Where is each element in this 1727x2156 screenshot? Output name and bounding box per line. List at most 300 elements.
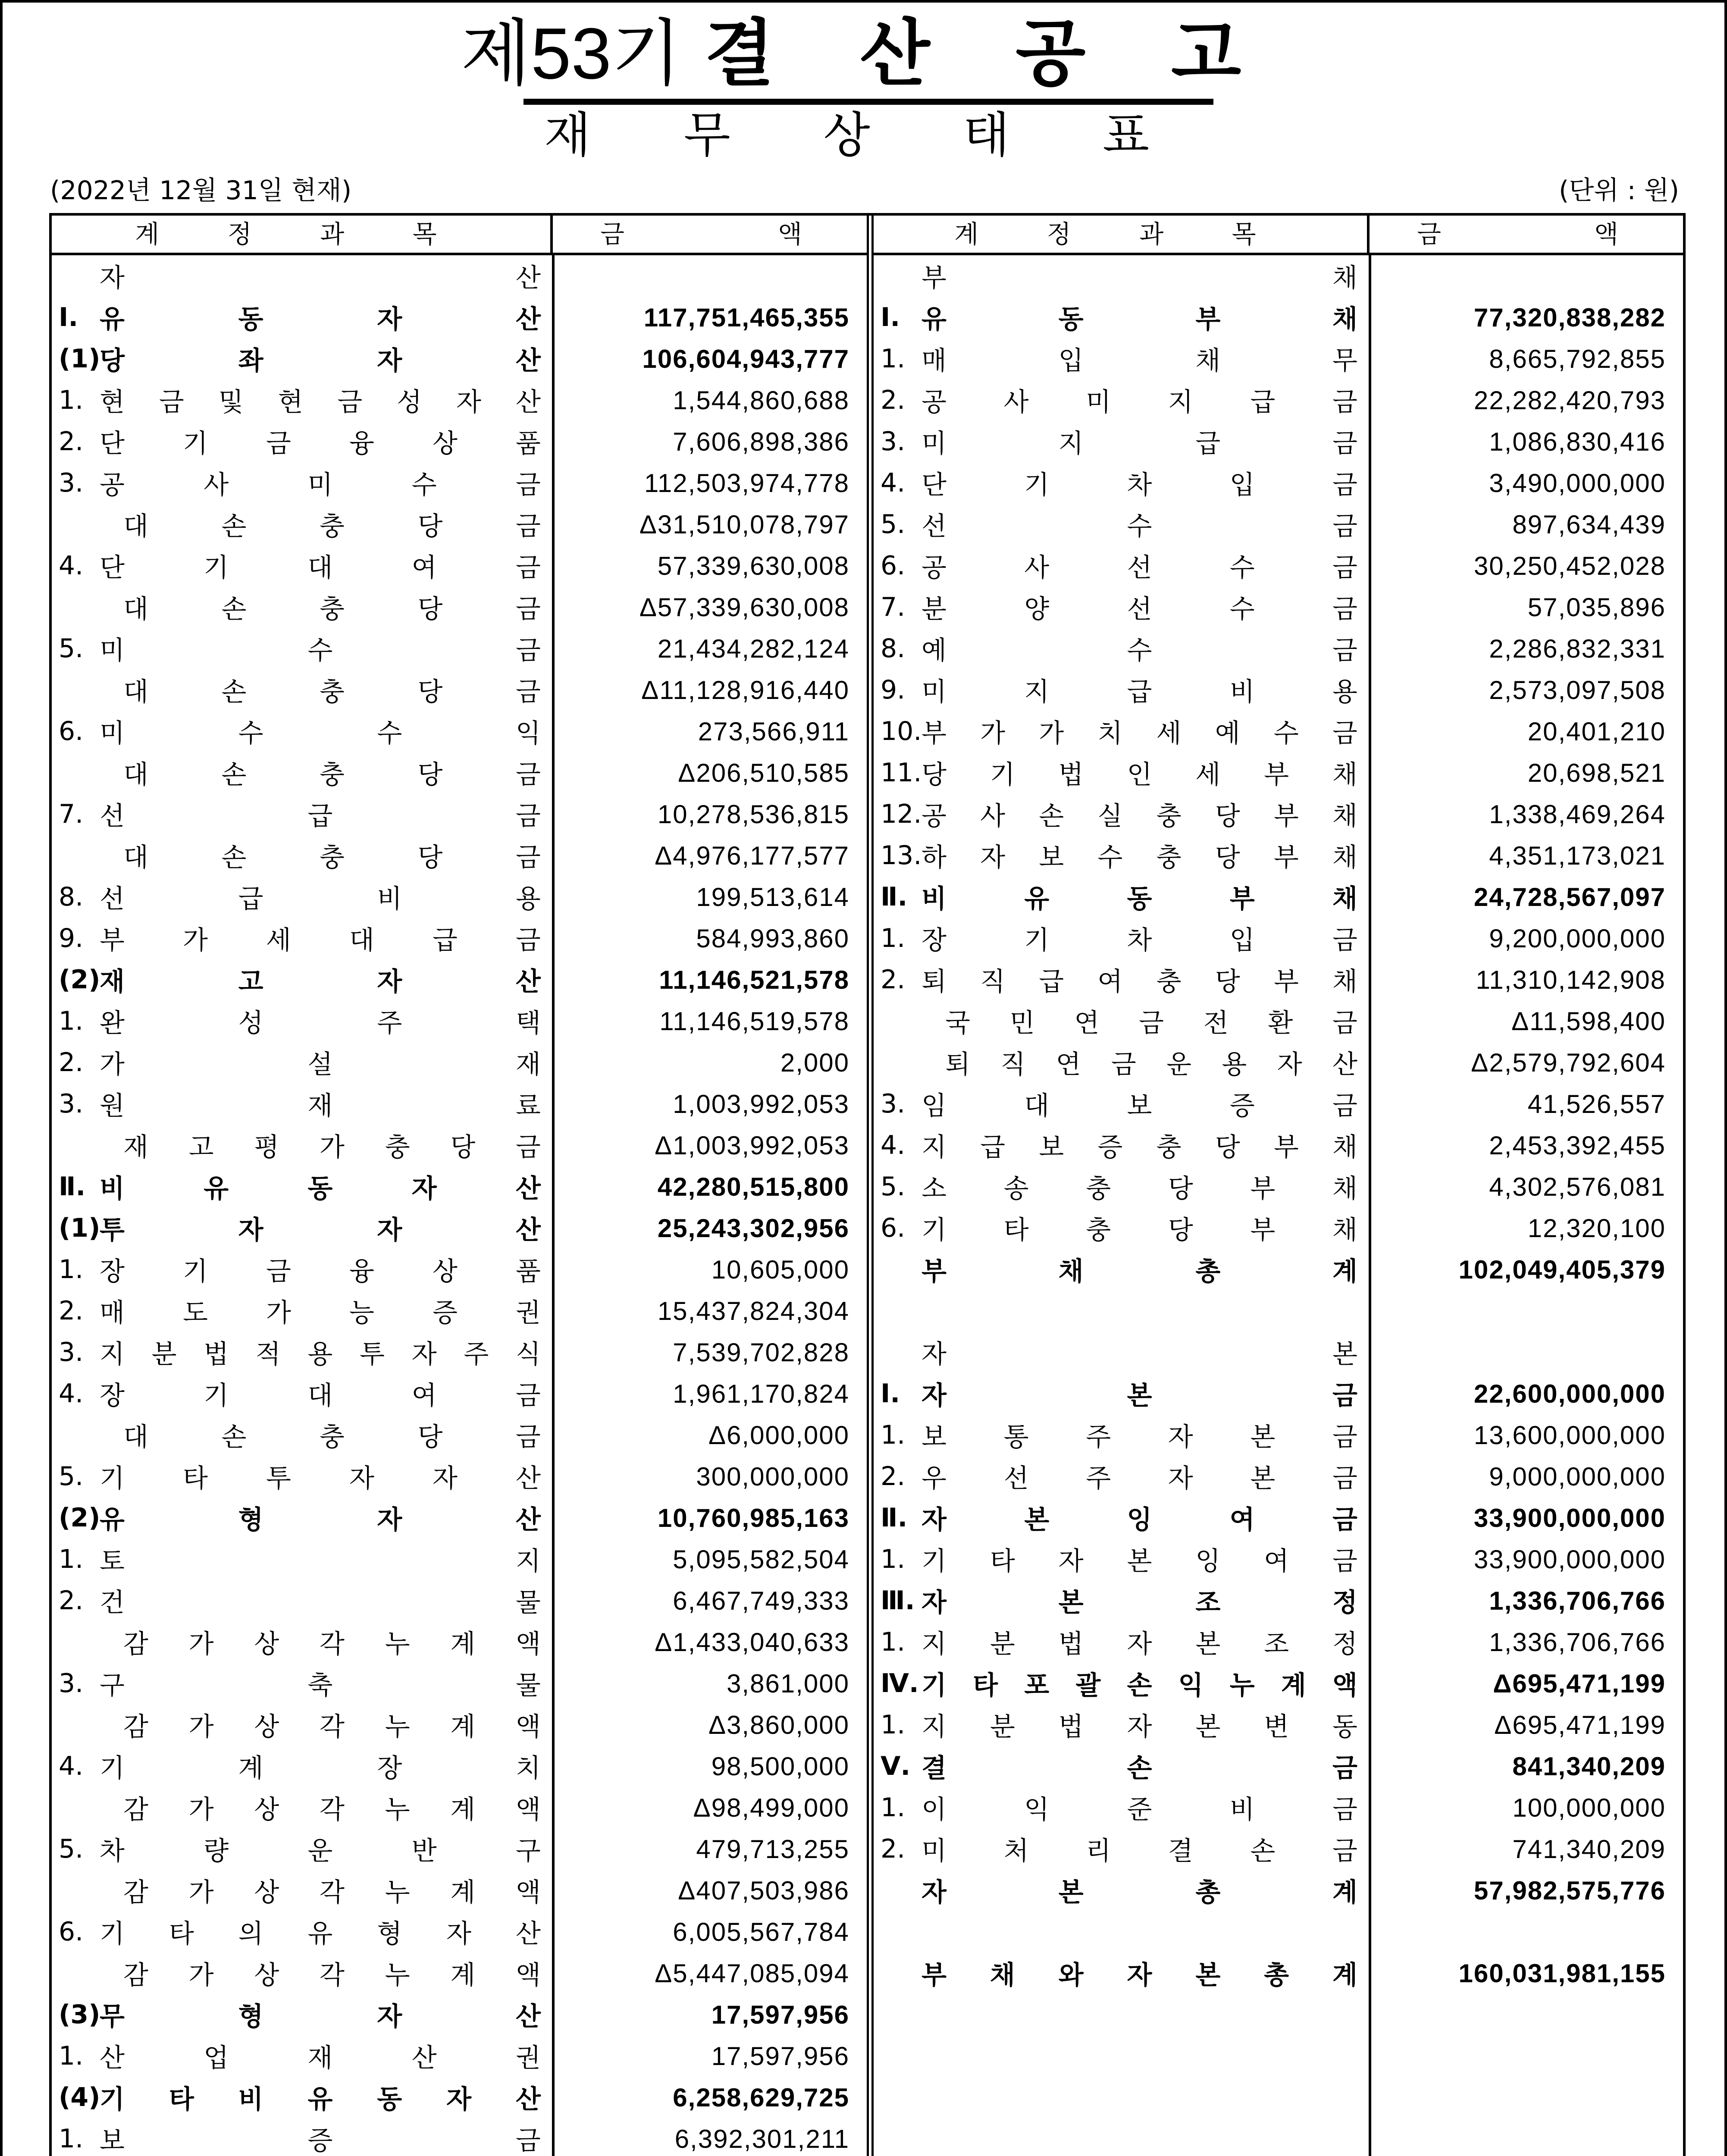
account-label: 무 형 자 산	[100, 2002, 541, 2032]
account-label: 자 산	[100, 263, 541, 293]
table-row	[874, 1332, 1683, 1373]
amount-cell: Δ695,471,199	[1494, 1710, 1666, 1739]
account-label: 장 기 차 입 금	[921, 925, 1357, 956]
account-cell	[874, 1375, 1369, 1412]
table-row	[52, 462, 867, 504]
amount-header-a: 금	[1417, 219, 1442, 249]
table-row	[52, 1249, 867, 1290]
account-cell	[52, 1044, 552, 1081]
account-cell	[52, 630, 552, 667]
amount-cell: 25,243,302,956	[657, 1213, 849, 1243]
account-cell	[874, 589, 1369, 626]
account-cell	[52, 1292, 552, 1329]
account-label: 공 사 미 지 급 금	[921, 387, 1357, 417]
account-label: 유 동 부 채	[921, 304, 1357, 335]
account-label: 대 손 충 당 금	[123, 677, 541, 707]
row-number: 4.	[881, 1130, 906, 1160]
table-row	[874, 1704, 1683, 1745]
account-cell	[874, 1168, 1369, 1205]
row-number: 2.	[59, 426, 84, 457]
row-number: 8.	[59, 882, 84, 912]
amount-cell: 4,302,576,081	[1489, 1172, 1666, 1201]
table-row	[874, 586, 1683, 628]
table-row	[52, 1911, 867, 1952]
row-number: 3.	[59, 1668, 84, 1698]
amount-cell: 11,146,521,578	[659, 965, 849, 994]
account-cell	[874, 1003, 1369, 1040]
table-row	[52, 959, 867, 1000]
table-row	[52, 1497, 867, 1539]
amount-cell: 77,320,838,282	[1473, 303, 1666, 332]
table-row	[874, 1621, 1683, 1663]
amount-cell: 98,500,000	[711, 1752, 849, 1781]
row-number: 11.	[881, 758, 922, 788]
amount-cell: 479,713,255	[696, 1834, 849, 1864]
account-cell	[52, 920, 552, 957]
row-number: 3.	[881, 1089, 906, 1119]
amount-cell: 22,600,000,000	[1473, 1379, 1666, 1408]
column-divider	[1369, 255, 1371, 2156]
account-cell	[874, 1499, 1369, 1536]
amount-cell: 841,340,209	[1512, 1752, 1666, 1781]
account-label: 감 가 상 각 누 계 액	[123, 1960, 541, 1990]
row-number: 5.	[59, 633, 84, 664]
row-number: Ⅰ.	[59, 302, 78, 332]
table-row	[874, 1911, 1683, 1952]
account-cell	[874, 1251, 1369, 1288]
account-label: 단 기 대 여 금	[100, 553, 541, 583]
amount-column-header	[1370, 216, 1683, 253]
amount-cell: 300,000,000	[696, 1462, 849, 1491]
row-number: 4.	[59, 1751, 84, 1781]
account-cell	[52, 1085, 552, 1122]
liabilities-equity-half	[867, 216, 1683, 2156]
table-row	[874, 1456, 1683, 1497]
account-label: 부 채 와 자 본 총 계	[921, 1960, 1357, 1990]
account-label: 감 가 상 각 누 계 액	[123, 1795, 541, 1825]
amount-cell: 7,606,898,386	[673, 427, 849, 456]
table-row	[52, 1663, 867, 1704]
assets-rows	[52, 255, 867, 2156]
account-cell	[52, 1168, 552, 1205]
table-row	[52, 1125, 867, 1166]
account-cell	[874, 754, 1369, 791]
table-row	[874, 504, 1683, 545]
row-number: 1.	[881, 1544, 906, 1574]
amount-cell: 8,665,792,855	[1489, 344, 1666, 373]
account-label: 당 좌 자 산	[100, 346, 541, 376]
row-number: 2.	[59, 1296, 84, 1326]
account-cell	[52, 257, 552, 295]
row-number: Ⅱ.	[881, 1503, 908, 1533]
amount-cell: 42,280,515,800	[657, 1172, 849, 1201]
account-cell	[874, 299, 1369, 336]
row-number: 9.	[881, 675, 906, 705]
table-row	[52, 504, 867, 545]
table-row	[52, 297, 867, 338]
account-cell	[874, 961, 1369, 998]
amount-cell: 584,993,860	[696, 924, 849, 953]
amount-cell: 24,728,567,097	[1473, 882, 1666, 912]
table-row	[52, 2077, 867, 2118]
amount-cell: Δ4,976,177,577	[655, 841, 849, 870]
amount-header-a: 금	[600, 219, 625, 249]
row-number: 3.	[59, 1089, 84, 1119]
amount-cell: Δ206,510,585	[678, 758, 849, 787]
title-prefix: 제53기	[461, 13, 682, 94]
liabilities-equity-rows	[874, 255, 1683, 2156]
account-cell	[874, 1044, 1369, 1081]
row-number: 1.	[881, 923, 906, 953]
table-row	[52, 421, 867, 462]
row-number: 10.	[881, 716, 922, 746]
table-row	[874, 835, 1683, 876]
row-number: 2.	[881, 1834, 906, 1864]
table-row	[874, 255, 1683, 297]
account-label: 지 급 보 증 충 당 부 채	[921, 1132, 1357, 1163]
account-label: 우 선 주 자 본 금	[921, 1463, 1357, 1494]
amount-cell: 897,634,439	[1512, 510, 1666, 539]
account-cell	[874, 1623, 1369, 1661]
row-number: Ⅰ.	[881, 302, 900, 332]
row-number: (4)	[59, 2082, 100, 2112]
amount-cell: 1,003,992,053	[673, 1089, 849, 1119]
table-row	[52, 1042, 867, 1083]
account-cell	[52, 1458, 552, 1495]
row-number: 2.	[881, 965, 906, 995]
account-label: 기 타 비 유 동 자 산	[100, 2084, 541, 2115]
row-number: 2.	[881, 1461, 906, 1492]
account-label: 대 손 충 당 금	[123, 760, 541, 790]
account-label: 감 가 상 각 누 계 액	[123, 1629, 541, 1659]
row-number: 1.	[59, 2124, 84, 2154]
row-number: 1.	[59, 1254, 84, 1285]
row-number: 7.	[59, 799, 84, 829]
account-cell	[52, 423, 552, 460]
amount-cell: 33,900,000,000	[1473, 1503, 1666, 1532]
row-number: 1.	[881, 1420, 906, 1450]
amount-cell: Δ5,447,085,094	[655, 1959, 849, 1988]
table-row	[874, 752, 1683, 793]
account-label: 보 증 금	[100, 2126, 541, 2156]
table-row	[52, 338, 867, 379]
table-row	[52, 1332, 867, 1373]
account-cell	[52, 671, 552, 708]
table-row	[874, 1207, 1683, 1249]
amount-cell: 6,392,301,211	[674, 2124, 849, 2153]
amount-header-b: 액	[777, 219, 802, 249]
amount-cell: 5,095,582,504	[673, 1545, 849, 1574]
account-cell	[874, 1334, 1369, 1371]
amount-cell: Δ57,339,630,008	[639, 592, 849, 622]
amount-cell: 106,604,943,777	[642, 344, 849, 373]
table-row	[52, 1870, 867, 1911]
account-cell	[52, 382, 552, 419]
row-number: 1.	[881, 344, 906, 374]
account-cell	[874, 1127, 1369, 1164]
table-row	[52, 793, 867, 835]
table-row	[874, 1290, 1683, 1332]
account-cell	[52, 878, 552, 915]
amount-cell: Δ6,000,000	[708, 1420, 849, 1450]
account-cell	[52, 796, 552, 833]
account-cell	[52, 1665, 552, 1702]
table-row	[874, 1663, 1683, 1704]
table-row	[874, 793, 1683, 835]
row-number: 4.	[881, 468, 906, 498]
amount-cell: 20,401,210	[1527, 717, 1666, 746]
account-cell	[52, 1872, 552, 1909]
amount-cell: 102,049,405,379	[1458, 1255, 1666, 1284]
row-number: 5.	[59, 1461, 84, 1492]
account-cell	[874, 464, 1369, 501]
account-cell	[52, 506, 552, 543]
table-row	[52, 918, 867, 959]
table-row	[52, 628, 867, 669]
account-cell	[874, 1789, 1369, 1826]
account-label: 기 타 투 자 자 산	[100, 1463, 541, 1494]
account-label: 기 타 자 본 잉 여 금	[921, 1546, 1357, 1576]
row-number: 13.	[881, 840, 922, 871]
account-label: 공 사 선 수 금	[921, 553, 1357, 583]
account-label: 대 손 충 당 금	[123, 1422, 541, 1452]
account-label: 매 도 가 능 증 권	[100, 1298, 541, 1328]
account-cell	[52, 713, 552, 750]
table-row	[874, 959, 1683, 1000]
row-number: 6.	[881, 551, 906, 581]
account-label: 공 사 미 수 금	[100, 470, 541, 500]
table-row	[52, 1083, 867, 1125]
account-label: 비 유 동 자 산	[100, 1174, 541, 1204]
account-label: 보 통 주 자 본 금	[921, 1422, 1357, 1452]
row-number: 9.	[59, 923, 84, 953]
amount-cell: 1,544,860,688	[673, 385, 849, 415]
row-number: 2.	[881, 385, 906, 415]
amount-cell: 1,336,706,766	[1489, 1627, 1666, 1657]
amount-cell: 33,900,000,000	[1473, 1545, 1666, 1574]
amount-cell: 30,250,452,028	[1473, 551, 1666, 580]
account-label: 투 자 자 산	[100, 1215, 541, 1245]
unit-label: (단위 : 원)	[1558, 175, 1679, 206]
account-cell	[874, 1210, 1369, 1247]
table-row	[52, 1952, 867, 1994]
amount-cell: 6,467,749,333	[673, 1586, 849, 1615]
table-header	[52, 216, 867, 255]
table-row	[52, 876, 867, 918]
account-label: 선 급 비 용	[100, 884, 541, 914]
row-number: Ⅰ.	[881, 1379, 900, 1409]
row-number: 5.	[59, 1834, 84, 1864]
account-label: 장 기 대 여 금	[100, 1381, 541, 1411]
table-row	[52, 835, 867, 876]
account-label: 부 채	[921, 263, 1357, 293]
account-label: 기 타 충 당 부 채	[921, 1215, 1357, 1245]
table-row	[874, 1166, 1683, 1207]
account-cell	[52, 340, 552, 377]
account-cell	[52, 1003, 552, 1040]
assets-half	[52, 216, 867, 2156]
row-number: Ⅴ.	[881, 1751, 911, 1781]
amount-cell: 17,597,956	[711, 2000, 849, 2029]
amount-cell: 1,961,170,824	[673, 1379, 849, 1408]
title-main: 결 산 공 고	[704, 11, 1272, 96]
amount-cell: 10,278,536,815	[657, 799, 849, 829]
table-row	[52, 711, 867, 752]
amount-cell: 7,539,702,828	[673, 1338, 849, 1367]
amount-cell: 273,566,911	[698, 717, 849, 746]
account-label: 유 동 자 산	[100, 304, 541, 335]
account-cell	[52, 1582, 552, 1619]
account-label: 자 본 잉 여 금	[921, 1505, 1357, 1535]
amount-column-header	[553, 216, 867, 253]
account-label: 소 송 충 당 부 채	[921, 1174, 1357, 1204]
amount-cell: 12,320,100	[1527, 1213, 1666, 1243]
account-cell	[874, 506, 1369, 543]
table-row	[52, 1414, 867, 1456]
account-cell	[52, 299, 552, 336]
amount-cell: 11,310,142,908	[1476, 965, 1666, 994]
amount-cell: Δ3,860,000	[708, 1710, 849, 1739]
table-row	[874, 545, 1683, 586]
account-label: 원 재 료	[100, 1091, 541, 1121]
amount-cell: 9,000,000,000	[1489, 1462, 1666, 1491]
account-cell	[874, 1706, 1369, 1743]
table-row	[52, 1621, 867, 1663]
amount-cell: 22,282,420,793	[1473, 385, 1666, 415]
account-cell	[52, 1913, 552, 1950]
account-cell	[52, 837, 552, 874]
amount-cell: 1,336,706,766	[1489, 1586, 1666, 1615]
amount-cell: 10,760,985,163	[657, 1503, 849, 1532]
account-label: 기 타 포 괄 손 익 누 계 액	[921, 1670, 1357, 1701]
account-column-header: 계 정 과 목	[52, 216, 553, 253]
table-row	[874, 1497, 1683, 1539]
account-label: 대 손 충 당 금	[123, 511, 541, 542]
table-row	[874, 338, 1683, 379]
row-number: (2)	[59, 1503, 100, 1533]
statement-subtitle: 재 무 상 태 표	[544, 107, 1188, 163]
account-label: 미 수 금	[100, 636, 541, 666]
account-cell	[52, 2120, 552, 2156]
account-label: 미 지 급 비 용	[921, 677, 1357, 707]
row-number: 2.	[59, 1047, 84, 1078]
row-number: Ⅲ.	[881, 1586, 915, 1616]
account-label: 자 본	[921, 1339, 1357, 1369]
title-underline	[523, 99, 1213, 105]
table-row	[874, 1870, 1683, 1911]
row-number: (2)	[59, 965, 100, 995]
account-label: 매 입 채 무	[921, 346, 1357, 376]
account-cell	[52, 2037, 552, 2075]
account-cell	[874, 1665, 1369, 1702]
account-cell	[52, 1375, 552, 1412]
table-row	[52, 1580, 867, 1621]
row-number: Ⅳ.	[881, 1668, 919, 1698]
amount-cell: Δ11,598,400	[1511, 1006, 1666, 1036]
account-cell	[874, 796, 1369, 833]
row-number: (1)	[59, 344, 100, 374]
table-row	[874, 1580, 1683, 1621]
account-cell	[874, 1872, 1369, 1909]
amount-cell: Δ695,471,199	[1493, 1669, 1666, 1698]
account-label: 부 가 가 치 세 예 수 금	[921, 718, 1357, 749]
table-row	[874, 711, 1683, 752]
account-cell	[52, 547, 552, 584]
table-row	[52, 1373, 867, 1414]
table-row	[874, 379, 1683, 421]
account-cell	[52, 961, 552, 998]
amount-cell: 57,982,575,776	[1473, 1876, 1666, 1905]
account-cell	[52, 1127, 552, 1164]
account-label: 토 지	[100, 1546, 541, 1576]
account-cell	[874, 713, 1369, 750]
amount-header-b: 액	[1594, 219, 1618, 249]
table-row	[52, 1745, 867, 1787]
account-cell	[874, 671, 1369, 708]
amount-cell: 6,258,629,725	[673, 2083, 849, 2112]
account-cell	[52, 1416, 552, 1454]
row-number: 1.	[59, 385, 84, 415]
amount-cell: 21,434,282,124	[657, 634, 849, 663]
account-label: 대 손 충 당 금	[123, 594, 541, 624]
row-number: 6.	[881, 1213, 906, 1243]
account-label: 자 본 금	[921, 1381, 1357, 1411]
row-number: 4.	[59, 551, 84, 581]
table-row	[52, 1166, 867, 1207]
amount-cell: 10,605,000	[711, 1255, 849, 1284]
table-row	[874, 918, 1683, 959]
account-cell	[874, 257, 1369, 295]
table-row	[52, 752, 867, 793]
account-label: 당 기 법 인 세 부 채	[921, 760, 1357, 790]
account-label: 유 형 자 산	[100, 1505, 541, 1535]
account-cell	[874, 878, 1369, 915]
account-label: 재 고 평 가 충 당 금	[123, 1132, 541, 1163]
account-cell	[52, 1789, 552, 1826]
account-label: 단 기 금 융 상 품	[100, 429, 541, 459]
amount-cell: 3,861,000	[727, 1669, 849, 1698]
table-row	[52, 1207, 867, 1249]
table-row	[52, 2118, 867, 2156]
account-label: 임 대 보 증 금	[921, 1091, 1357, 1121]
account-label: 미 수 수 익	[100, 718, 541, 749]
account-label: 감 가 상 각 누 계 액	[123, 1877, 541, 1908]
row-number: 3.	[59, 1337, 84, 1367]
account-cell	[874, 920, 1369, 957]
account-label: 퇴 직 급 여 충 당 부 채	[921, 967, 1357, 997]
account-label: 선 수 금	[921, 511, 1357, 542]
account-cell	[874, 1416, 1369, 1454]
table-row	[874, 1000, 1683, 1042]
account-label: 차 량 운 반 구	[100, 1836, 541, 1866]
table-row	[52, 379, 867, 421]
account-cell	[874, 630, 1369, 667]
amount-cell: Δ31,510,078,797	[639, 510, 849, 539]
account-cell	[874, 837, 1369, 874]
account-label: 건 물	[100, 1588, 541, 1618]
account-label: 선 급 금	[100, 801, 541, 831]
table-row	[52, 1787, 867, 1828]
table-row	[874, 1042, 1683, 1083]
account-cell	[52, 1996, 552, 2033]
amount-cell: Δ98,499,000	[693, 1793, 849, 1822]
account-label: 지 분 법 적 용 투 자 주 식	[100, 1339, 541, 1369]
amount-cell: Δ2,579,792,604	[1471, 1048, 1666, 1077]
row-number: 3.	[881, 426, 906, 457]
account-label: 구 축 물	[100, 1670, 541, 1701]
account-column-header: 계 정 과 목	[874, 216, 1370, 253]
row-number: Ⅱ.	[59, 1172, 86, 1202]
